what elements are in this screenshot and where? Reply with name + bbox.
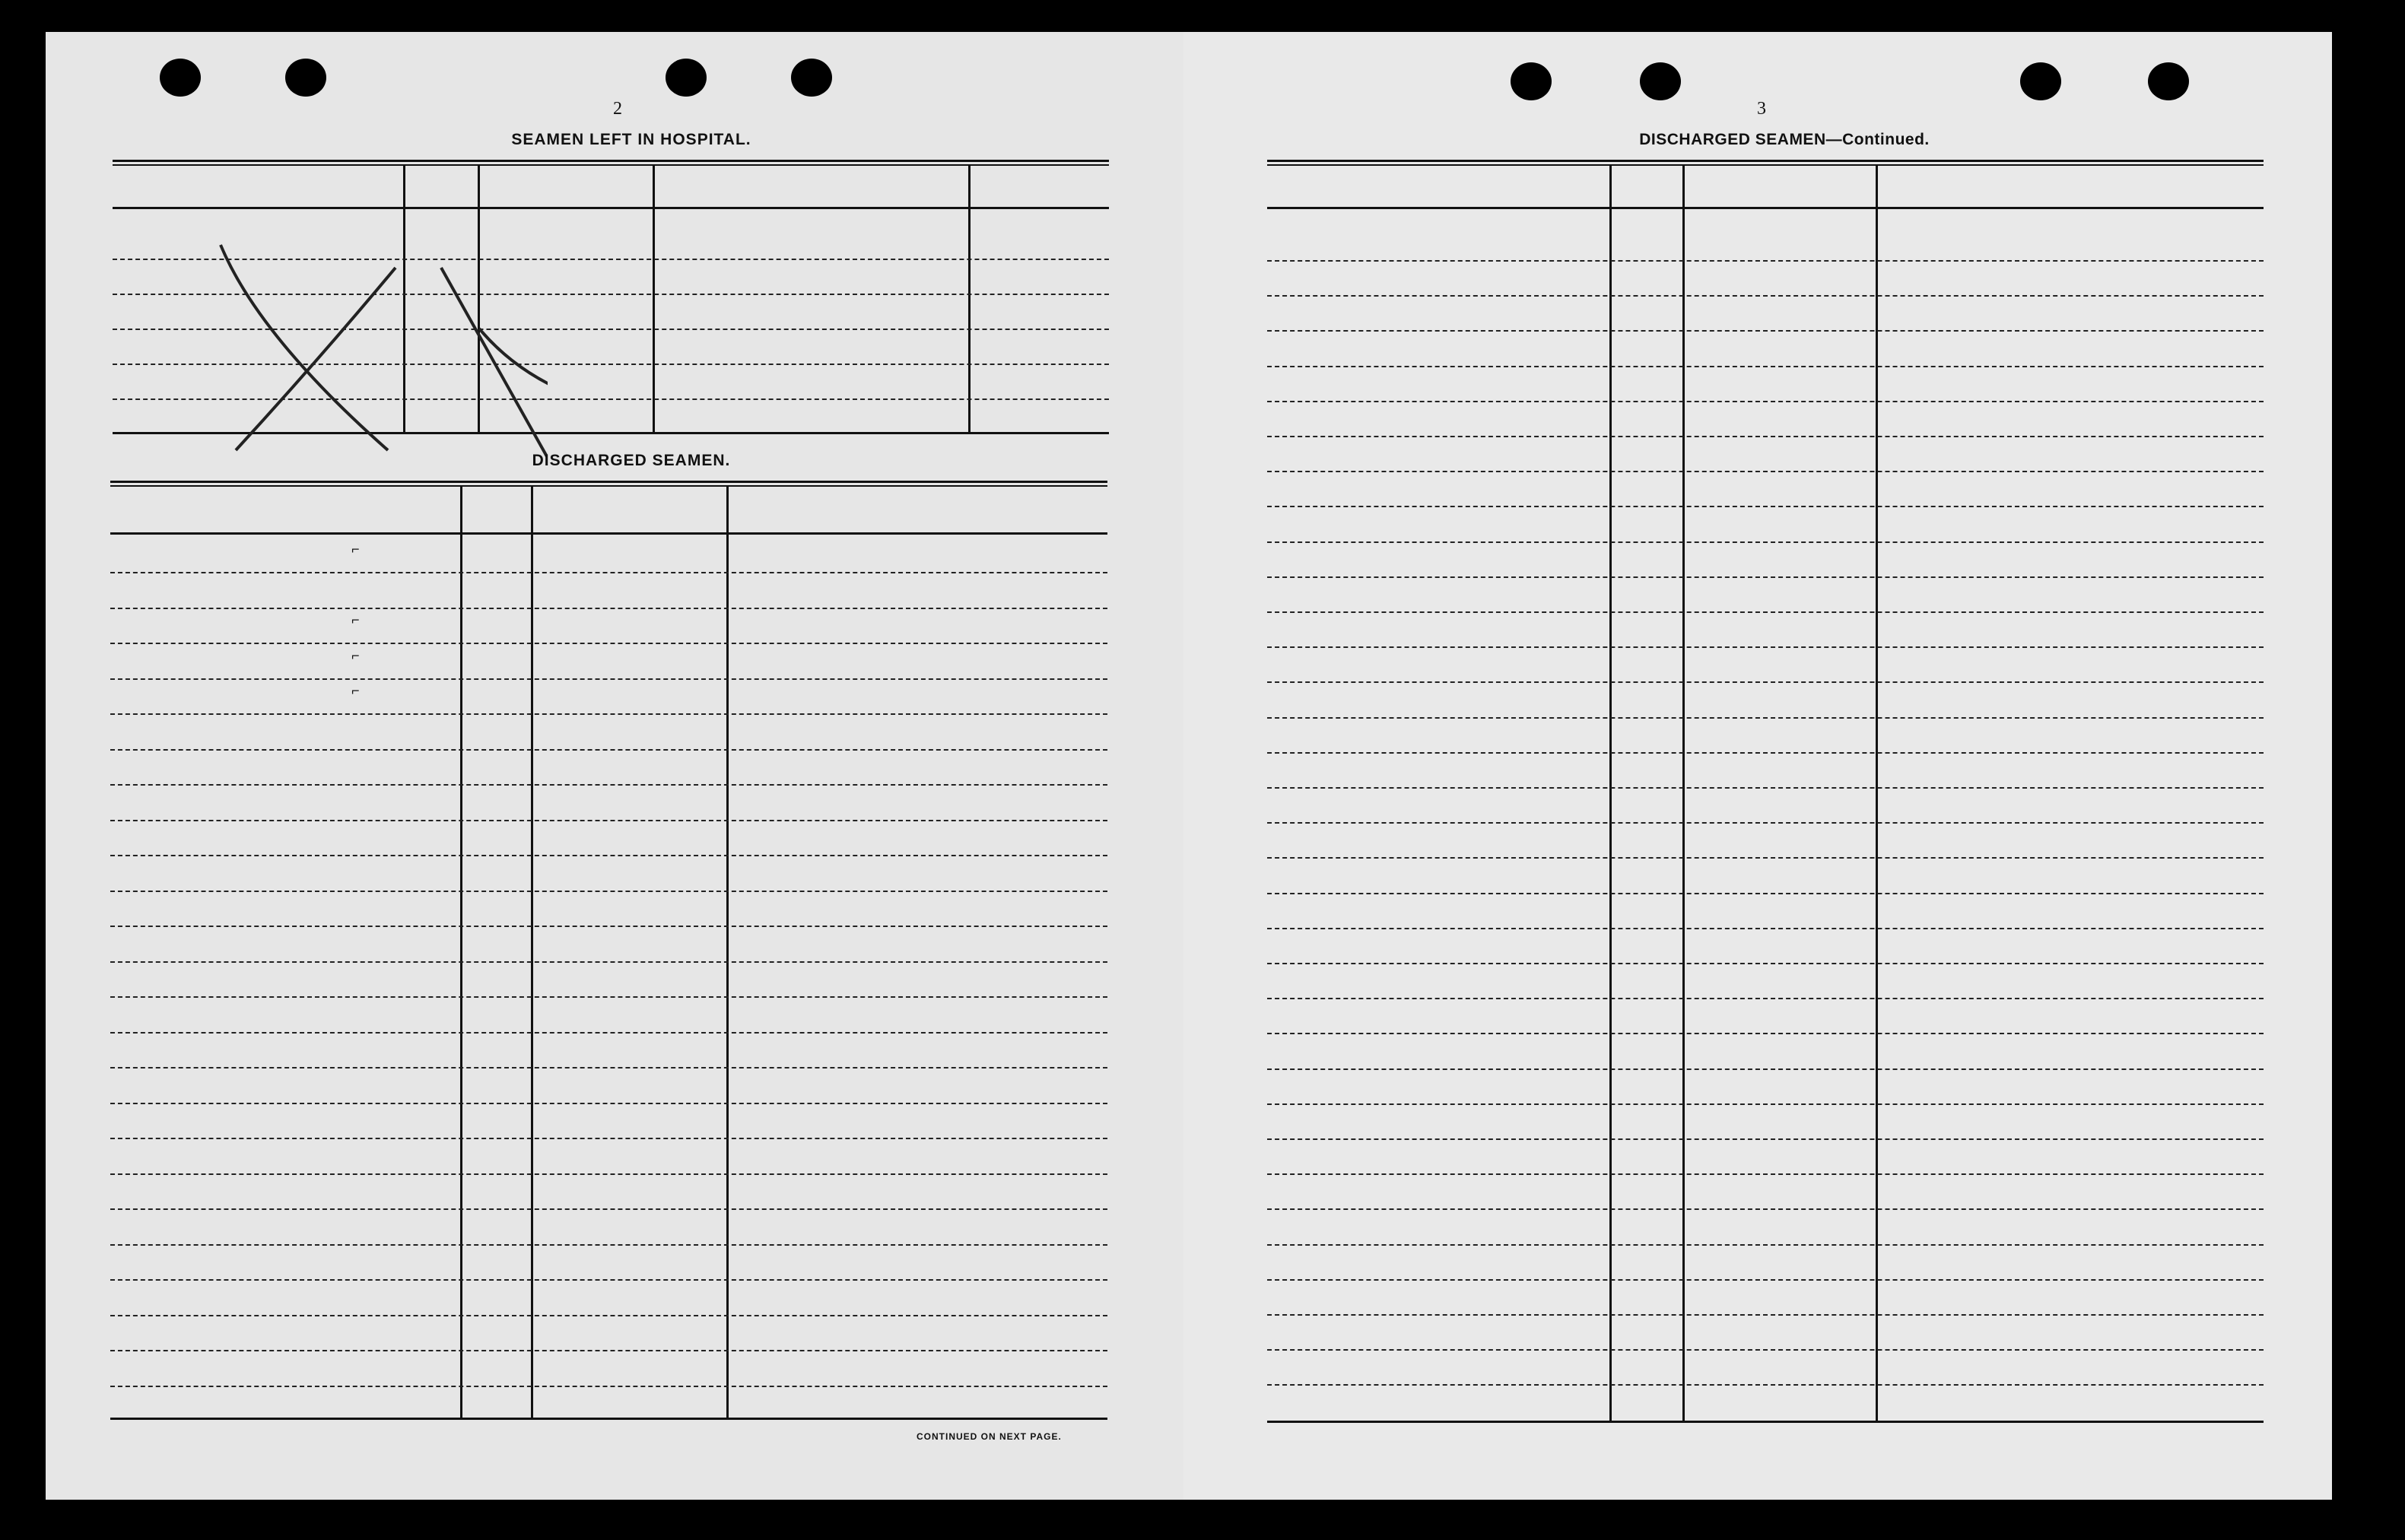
ruled-line	[110, 1067, 1107, 1068]
punch-hole	[160, 59, 201, 97]
ruled-line	[110, 678, 1107, 680]
ruled-line	[110, 1350, 1107, 1351]
column-divider	[968, 166, 971, 432]
table-top-rule	[1267, 160, 2264, 162]
ruled-line	[1267, 506, 2264, 507]
punch-hole	[791, 59, 832, 97]
punch-hole	[2148, 62, 2189, 100]
column-divider	[653, 166, 655, 432]
punch-hole	[1640, 62, 1681, 100]
ruled-line	[110, 1279, 1107, 1281]
punch-hole	[285, 59, 326, 97]
ruled-line	[1267, 1103, 2264, 1105]
ruled-line	[1267, 330, 2264, 332]
ruled-line	[110, 1173, 1107, 1175]
ruled-line	[1267, 260, 2264, 262]
table-top-rule	[110, 481, 1107, 483]
ruled-line	[1267, 752, 2264, 754]
ruled-line	[1267, 998, 2264, 999]
header-rule	[110, 532, 1107, 535]
ruled-line	[110, 961, 1107, 963]
ruled-line	[1267, 893, 2264, 894]
continued-section-title: DISCHARGED SEAMEN—Continued.	[1639, 131, 1930, 148]
ruled-line	[110, 608, 1107, 609]
column-divider	[460, 487, 462, 1418]
ruled-line	[1267, 1314, 2264, 1316]
ruled-line	[1267, 857, 2264, 859]
ruled-line	[110, 820, 1107, 821]
ruled-line	[110, 996, 1107, 998]
discharged-section-title: DISCHARGED SEAMEN.	[532, 452, 731, 469]
table-top-rule	[110, 485, 1107, 487]
pen-stroke	[236, 268, 396, 450]
page-number: 2	[613, 99, 622, 119]
ruled-line	[1267, 1384, 2264, 1386]
ruled-line	[1267, 1244, 2264, 1246]
ruled-line	[1267, 1173, 2264, 1175]
ruled-line	[1267, 928, 2264, 929]
ruled-line	[1267, 822, 2264, 824]
ruled-line	[110, 926, 1107, 927]
right-page	[1183, 32, 2332, 1500]
table-top-rule	[113, 160, 1109, 162]
left-page	[46, 32, 1183, 1500]
ruled-line	[110, 1244, 1107, 1246]
ruled-line	[1267, 1068, 2264, 1070]
continued-note: CONTINUED ON NEXT PAGE.	[917, 1431, 1062, 1442]
ruled-line	[110, 713, 1107, 715]
ruled-line	[1267, 295, 2264, 297]
table-bottom-rule	[110, 1418, 1107, 1420]
ruled-line	[1267, 1138, 2264, 1140]
punch-hole	[2020, 62, 2061, 100]
ruled-line	[1267, 1208, 2264, 1210]
ruled-line	[110, 1208, 1107, 1210]
ruled-line	[1267, 401, 2264, 402]
ruled-line	[110, 1103, 1107, 1104]
ruled-line	[110, 749, 1107, 751]
ruled-line	[1267, 717, 2264, 719]
pen-stroke	[441, 268, 548, 458]
table-bottom-rule	[1267, 1421, 2264, 1423]
tick-mark: ⌐	[351, 541, 360, 557]
hospital-section-title: SEAMEN LEFT IN HOSPITAL.	[511, 131, 751, 148]
ruled-line	[110, 1032, 1107, 1034]
header-rule	[113, 207, 1109, 209]
column-divider	[1682, 166, 1685, 1421]
tick-mark: ⌐	[351, 647, 360, 663]
cancel-x-mark	[122, 237, 548, 465]
ruled-line	[110, 855, 1107, 856]
column-divider	[726, 487, 729, 1418]
ruled-line	[110, 1386, 1107, 1387]
ruled-line	[1267, 576, 2264, 578]
table-top-rule	[1267, 164, 2264, 166]
ruled-line	[110, 1315, 1107, 1316]
punch-hole	[1511, 62, 1552, 100]
page-number: 3	[1757, 99, 1766, 119]
ruled-line	[1267, 436, 2264, 437]
tick-mark: ⌐	[351, 683, 360, 698]
ruled-line	[110, 891, 1107, 892]
pen-stroke	[479, 329, 548, 397]
header-rule	[1267, 207, 2264, 209]
punch-hole	[666, 59, 707, 97]
ruled-line	[1267, 366, 2264, 367]
column-divider	[1876, 166, 1878, 1421]
column-divider	[531, 487, 533, 1418]
ruled-line	[1267, 681, 2264, 683]
ruled-line	[1267, 1033, 2264, 1034]
ruled-line	[1267, 1279, 2264, 1281]
ruled-line	[110, 643, 1107, 644]
ruled-line	[1267, 611, 2264, 613]
ruled-line	[1267, 471, 2264, 472]
tick-mark: ⌐	[351, 612, 360, 627]
ruled-line	[1267, 646, 2264, 648]
ruled-line	[110, 784, 1107, 786]
ruled-line	[1267, 787, 2264, 789]
ruled-line	[110, 572, 1107, 573]
column-divider	[1609, 166, 1612, 1421]
table-top-rule	[113, 164, 1109, 166]
ruled-line	[110, 1138, 1107, 1139]
ruled-line	[1267, 1349, 2264, 1351]
pen-stroke	[221, 245, 388, 450]
ruled-line	[1267, 541, 2264, 543]
ruled-line	[1267, 963, 2264, 964]
